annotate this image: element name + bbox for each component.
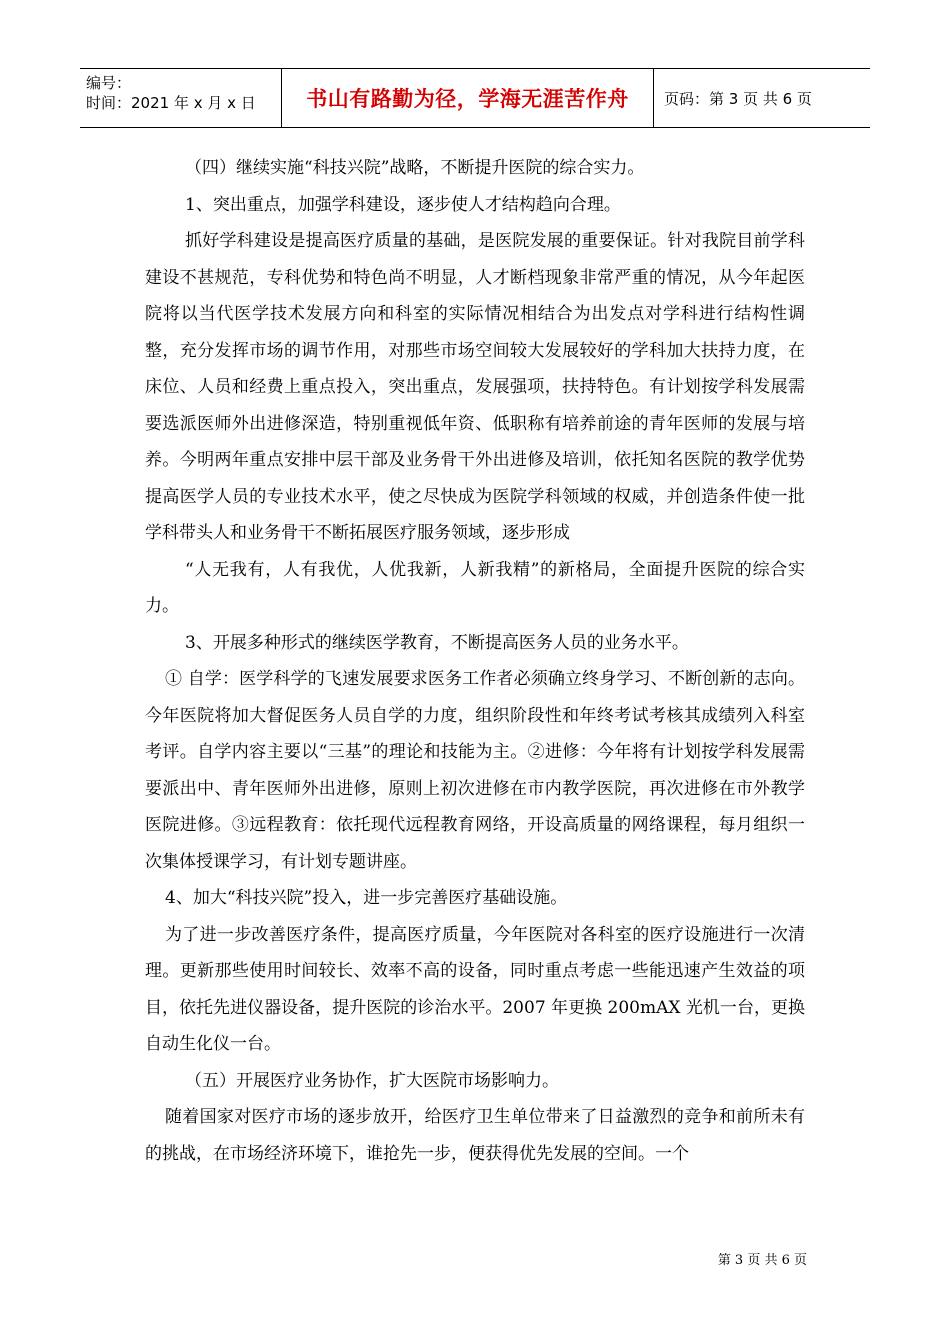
paragraph-discipline-building: 抓好学科建设是提高医疗质量的基础，是医院发展的重要保证。针对我院目前学科建设不甚规范，专科优势和特色尚不明显，人才断档现象非常严重的情况，从今年起医院将以当代医学技术发展方向和科室的实际情况相结合为出发点对学科进行结构性调整，充分发挥市场的调节作用，对那些市场空间较大发展较好的学科加大扶持力度，在床位、人员和经费上重点投入，突出重点，发展强项，扶持特色。有计划按学科发展需要选派医师外出进修深造，特别重视低年资、低职称有培养前途的青年医师的发展与培养。今明两年重点安排中层干部及业务骨干外出进修及培训，依托知名医院的教学优势提高医学人员的专业技术水平，使之尽快成为医院学科领域的权威，并创造条件使一批学科带头人和业务骨干不断拓展医疗服务领域，逐步形成: [145, 231, 805, 543]
page-footer: 第 3 页 共 6 页: [717, 1253, 807, 1268]
paragraph-new-pattern: “人无我有，人有我优，人优我新，人新我精”的新格局，全面提升医院的综合实力。: [145, 559, 805, 616]
section-heading-5: （五）开展医疗业务协作，扩大医院市场影响力。: [185, 1070, 559, 1091]
subheading-1: 1、突出重点，加强学科建设，逐步使人才结构趋向合理。: [185, 194, 621, 215]
page-header: [80, 68, 870, 128]
paragraph-market-cooperation: 随着国家对医疗市场的逐步放开，给医疗卫生单位带来了日益激烈的竞争和前所未有的挑战，在市场经济环境下，谁抢先一步，便获得优先发展的空间。一个: [145, 1107, 805, 1164]
header-motto: 书山有路勤为径，学海无涯苦作舟: [282, 69, 654, 127]
document-date: 时间：2021 年 x 月 x 日: [86, 94, 256, 112]
paragraph-continuing-education: ① 自学：医学科学的飞速发展要求医务工作者必须确立终身学习、不断创新的志向。今年医院将加大督促医务人员自学的力度，组织阶段性和年终考试考核其成绩列入科室考评。自学内容主要以“三基”的理论和技能为主。②进修：今年将有计划按学科发展需要派出中、青年医师外出进修，原则上初次进修在市内教学医院，再次进修在市外教学医院进修。③远程教育：依托现代远程教育网络，开设高质量的网络课程，每月组织一次集体授课学习，有计划专题讲座。: [145, 669, 805, 872]
section-heading-4: （四）继续实施“科技兴院”战略，不断提升医院的综合实力。: [185, 158, 645, 178]
document-number-label: 编号：: [86, 74, 132, 92]
subheading-3: 3、开展多种形式的继续医学教育，不断提高医务人员的业务水平。: [185, 632, 689, 653]
paragraph-facilities: 为了进一步改善医疗条件，提高医疗质量，今年医院对各科室的医疗设施进行一次清理。更新那些使用时间较长、效率不高的设备，同时重点考虑一些能迅速产生效益的项目，依托先进仪器设备，提升医院的诊治水平。2007 年更换 200mAX 光机一台，更换自动生化仪一台。: [145, 924, 805, 1054]
document-body: [145, 150, 805, 1172]
header-meta: [80, 69, 282, 127]
header-page-number: 页码：第 3 页 共 6 页: [664, 89, 812, 108]
subheading-4: 4、加大“科技兴院”投入，进一步完善医疗基础设施。: [165, 888, 568, 908]
